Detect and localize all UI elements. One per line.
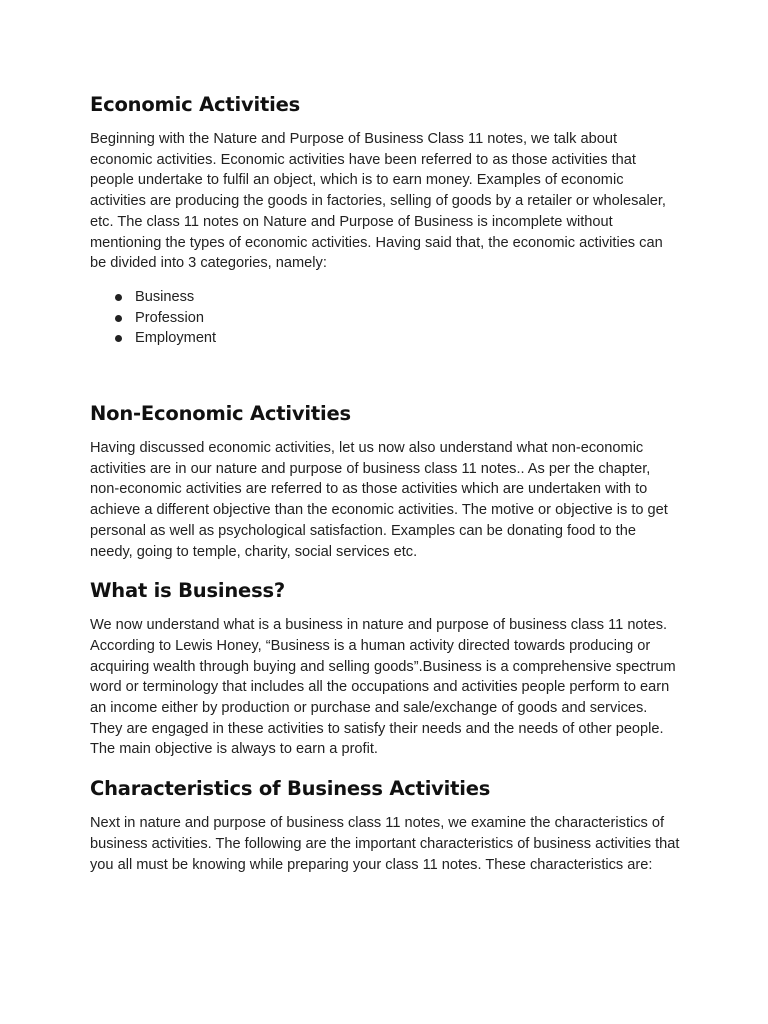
- economic-activity-categories-list: [90, 287, 682, 349]
- section-heading-economic-activities: Economic Activities: [90, 93, 300, 116]
- list-item: [90, 308, 682, 329]
- section-heading-characteristics: Characteristics of Business Activities: [90, 777, 491, 801]
- bullet-icon: [115, 315, 122, 322]
- list-item-label: Business: [135, 288, 195, 305]
- document-content: [90, 92, 682, 875]
- list-item-label: Profession: [135, 309, 204, 326]
- section-paragraph-what-is-business: We now understand what is a business in nature and purpose of business class 11 notes. According to Lewis Honey, “Business is a human activity directed towards producing or acquiring wealth through buying and selling goods”.Business is a comprehensive spectrum word or terminology that includes all the occupations and activities people perform to earn an income either by production or purchase and sale/exchange of goods and services. They are engaged in these activities to satisfy their needs and the needs of other people. The main objective is always to earn a profit.: [90, 617, 676, 758]
- section-paragraph-non-economic-activities: Having discussed economic activities, let us now also understand what non-economic activities are in our nature and purpose of business class 11 notes.. As per the chapter, non-economic activities are referred to as those activities which are undertaken with to achieve a different objective than the economic activities. The motive or objective is to get personal as well as psychological satisfaction. Examples can be donating food to the needy, going to temple, charity, social services etc.: [90, 440, 668, 560]
- bullet-icon: [115, 294, 122, 301]
- list-item: [90, 287, 682, 308]
- section-paragraph-characteristics: Next in nature and purpose of business class 11 notes, we examine the characteristics of business activities. The following are the important characteristics of business activities that you all must be knowing while preparing your class 11 notes. These characteristics are:: [90, 815, 680, 873]
- section-heading-non-economic-activities: Non-Economic Activities: [90, 402, 351, 426]
- bullet-icon: [115, 335, 122, 342]
- list-item-label: Employment: [135, 330, 217, 347]
- section-heading-what-is-business: What is Business?: [90, 579, 286, 603]
- list-item: [90, 328, 682, 349]
- section-paragraph-economic-activities: Beginning with the Nature and Purpose of Business Class 11 notes, we talk about economic activities. Economic activities have been referred to as those activities that people undertake to fulfil an object, which is to earn money. Examples of economic activities are producing the goods in factories, selling of goods by a retailer or wholesaler, etc. The class 11 notes on Nature and Purpose of Business is incomplete without mentioning the types of economic activities. Having said that, the economic activities can be divided into 3 categories, namely:: [90, 131, 666, 272]
